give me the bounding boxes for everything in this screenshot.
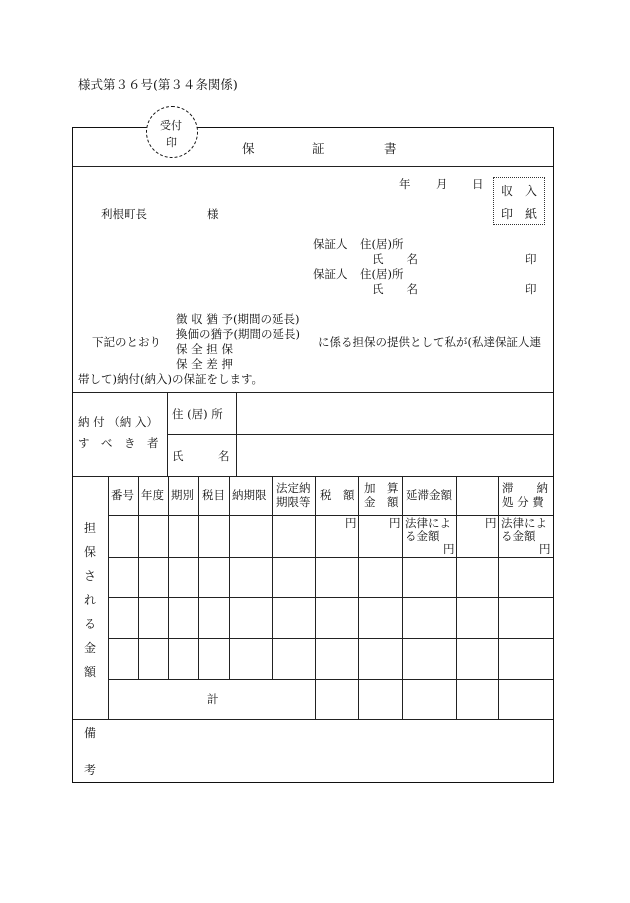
header-tax-item: 税目	[202, 488, 225, 502]
yen-tax: 円	[345, 516, 357, 530]
revenue-stamp-line2: 印 紙	[501, 207, 538, 221]
body-line2: 帯して)納付(納入)の保証をします。	[78, 372, 264, 386]
revenue-stamp-line1: 収 入	[501, 184, 538, 198]
guarantor-1-seal: 印	[525, 252, 537, 266]
guarantor-1-role: 保証人	[313, 237, 348, 251]
title-char-1: 保	[242, 141, 255, 156]
amounts-side-label-6: 金	[83, 641, 96, 655]
form-number: 様式第３６号(第３４条関係)	[78, 77, 238, 92]
grid-h-row3	[108, 638, 553, 639]
guarantor-2-address-label: 住(居)所	[360, 267, 404, 281]
option-preservation-security: 保 全 担 保	[176, 342, 233, 356]
amounts-side-label-3: さ	[83, 569, 96, 583]
guarantor-2-seal: 印	[525, 282, 537, 296]
payer-label-line1: 納 付 （納 入）	[78, 415, 158, 429]
amounts-side-label-7: 額	[83, 665, 96, 679]
grid-v-tax-item	[229, 476, 230, 679]
grid-h-row1	[108, 557, 553, 558]
yen-disposal: 円	[539, 542, 551, 556]
amounts-side-label-1: 担	[83, 521, 96, 535]
body-continuation: に係る担保の提供として私が(私達保証人連	[318, 335, 541, 349]
legal-amount-disposal-line2: る金額	[501, 529, 536, 543]
yen-addition: 円	[389, 516, 401, 530]
header-tax: 税 額	[320, 488, 355, 502]
grid-v-due	[272, 476, 273, 679]
receipt-stamp-line2: 印	[166, 136, 177, 149]
body-lead: 下記のとおり	[92, 335, 161, 349]
legal-amount-delinquency-line2: る金額	[405, 529, 440, 543]
legal-amount-disposal-line1: 法律によ	[501, 516, 547, 530]
amounts-side-label-4: れ	[83, 593, 96, 607]
grid-h-row4	[108, 679, 553, 680]
receipt-stamp	[146, 106, 198, 158]
total-label: 計	[207, 692, 219, 706]
header-addition-line2: 金 額	[364, 495, 399, 509]
option-conversion-deferral: 換価の猶予(期間の延長)	[176, 327, 300, 341]
addressee-office: 利根町長	[101, 207, 147, 221]
title-char-3: 書	[384, 141, 397, 156]
yen-delinquency: 円	[443, 542, 455, 556]
date-month-label: 月	[436, 177, 448, 191]
divider-title	[73, 166, 553, 167]
option-preservation-seizure: 保 全 差 押	[176, 357, 233, 371]
grid-v-period	[198, 476, 199, 679]
title-char-2: 証	[312, 141, 325, 156]
header-number: 番号	[111, 488, 134, 502]
divider-payer-top	[73, 392, 553, 393]
receipt-stamp-line1: 受付	[160, 119, 182, 132]
grid-h-total	[73, 719, 553, 720]
date-year-label: 年	[399, 177, 411, 191]
guarantor-1-address-label: 住(居)所	[360, 237, 404, 251]
remarks-label-2: 考	[83, 763, 96, 777]
guarantor-2-name-label: 氏 名	[372, 282, 418, 296]
remarks-label-1: 備	[83, 726, 96, 740]
guarantor-2-role: 保証人	[313, 267, 348, 281]
amounts-side-label-2: 保	[83, 545, 96, 559]
grid-v-year	[168, 476, 169, 679]
header-statutory-line2: 期限等	[276, 495, 311, 509]
header-period: 期別	[171, 488, 194, 502]
payer-divider-h	[167, 434, 553, 435]
header-disposal-line1: 滞 納	[502, 481, 548, 495]
amounts-side-label-5: る	[83, 617, 96, 631]
payer-label-line2: す べ き 者	[78, 436, 159, 450]
addressee-honorific: 様	[207, 207, 219, 221]
divider-amounts-top	[73, 476, 553, 477]
guarantor-1-name-label: 氏 名	[372, 252, 418, 266]
date-day-label: 日	[472, 177, 484, 191]
header-delinquency: 延滞金額	[406, 488, 452, 502]
grid-h-row2	[108, 597, 553, 598]
yen-blank: 円	[485, 516, 497, 530]
legal-amount-delinquency-line1: 法律によ	[405, 516, 451, 530]
grid-v-number	[138, 476, 139, 679]
header-addition-line1: 加 算	[364, 481, 399, 495]
revenue-stamp-box	[493, 177, 545, 225]
payer-address-label: 住 (居) 所	[172, 407, 223, 421]
form-frame	[72, 127, 554, 783]
header-due: 納期限	[232, 488, 267, 502]
header-statutory-line1: 法定納	[276, 481, 311, 495]
header-disposal-line2: 処 分 費	[502, 495, 544, 509]
option-collection-deferral: 徴 収 猶 予(期間の延長)	[176, 312, 300, 326]
header-year: 年度	[141, 488, 164, 502]
payer-name-label: 氏 名	[172, 449, 230, 463]
